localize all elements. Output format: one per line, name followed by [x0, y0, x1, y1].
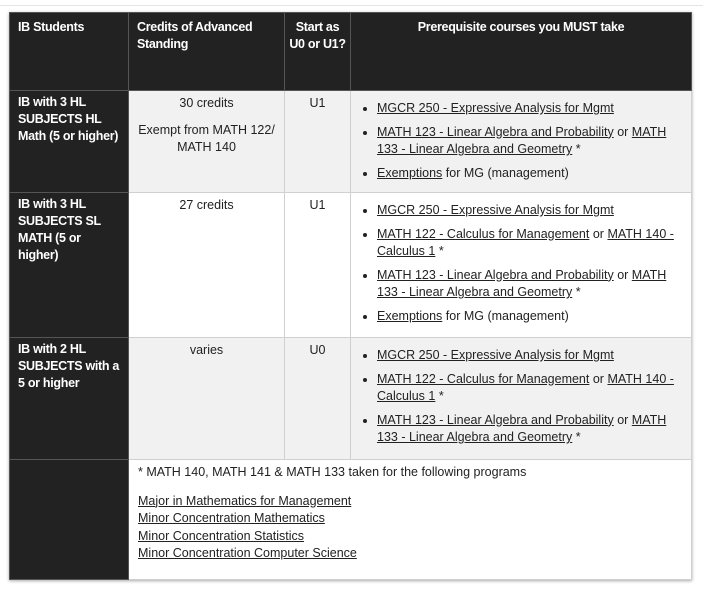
- row-label: IB with 3 HL SUBJECTS SL MATH (5 or higher): [10, 193, 129, 338]
- credits-note: Exempt from MATH 122/ MATH 140: [138, 123, 275, 154]
- program-link[interactable]: Minor Concentration Mathematics: [138, 511, 325, 525]
- credits-value: 30 credits: [179, 96, 234, 110]
- or-text: or: [592, 226, 604, 241]
- course-link-alt[interactable]: MATH 133 - Linear Algebra and Geometry: [377, 412, 667, 444]
- or-text: or: [592, 371, 604, 386]
- prerequisites-cell: [351, 338, 692, 460]
- footnote-star: *: [438, 244, 444, 258]
- prerequisites-cell: [351, 193, 692, 338]
- list-item: [377, 226, 683, 261]
- row-label: IB with 3 HL SUBJECTS HL Math (5 or higher): [10, 91, 129, 193]
- program-link[interactable]: Minor Concentration Computer Science: [138, 546, 357, 560]
- course-link[interactable]: MATH 123 - Linear Algebra and Probability: [377, 267, 614, 282]
- header-credits: Credits of Advanced Standing: [129, 13, 285, 91]
- or-text: or: [617, 412, 629, 427]
- header-start: Start as U0 or U1?: [285, 13, 351, 91]
- course-link[interactable]: MATH 122 - Calculus for Management: [377, 226, 590, 241]
- course-link[interactable]: MATH 123 - Linear Algebra and Probability: [377, 412, 614, 427]
- table-row: [10, 338, 692, 460]
- prerequisite-list: [357, 347, 683, 447]
- header-prerequisites: Prerequisite courses you MUST take: [351, 13, 692, 91]
- prerequisites-cell: [351, 91, 692, 193]
- course-link-alt[interactable]: MATH 133 - Linear Algebra and Geometry: [377, 267, 667, 299]
- list-item: [377, 202, 683, 220]
- course-link-alt[interactable]: MATH 140 - Calculus 1: [377, 371, 674, 403]
- program-link[interactable]: Major in Mathematics for Management: [138, 493, 352, 508]
- list-item: [377, 308, 683, 326]
- credits-cell: [129, 193, 285, 338]
- footer-notes-cell: [129, 460, 692, 580]
- table-header-row: [10, 13, 692, 91]
- list-item: [377, 124, 683, 159]
- program-link[interactable]: Minor Concentration Statistics: [138, 528, 305, 543]
- start-level: U1: [285, 193, 351, 338]
- page-top-divider: [0, 0, 703, 6]
- list-item: [377, 347, 683, 365]
- credits-value: varies: [189, 343, 224, 357]
- course-link[interactable]: MGCR 250 - Expressive Analysis for Mgmt: [377, 348, 614, 362]
- course-link[interactable]: MGCR 250 - Expressive Analysis for Mgmt: [377, 101, 614, 115]
- exemptions-link[interactable]: Exemptions: [377, 308, 443, 323]
- exemptions-suffix: for MG (management): [445, 165, 569, 180]
- row-label: IB with 2 HL SUBJECTS with a 5 or higher: [10, 338, 129, 460]
- list-item: [377, 412, 683, 447]
- footer-label-blank: [10, 460, 129, 580]
- table-row: [10, 193, 692, 338]
- credits-cell: [129, 338, 285, 460]
- footnote-text: * MATH 140, MATH 141 & MATH 133 taken for the following programs: [138, 465, 527, 479]
- list-item: [377, 267, 683, 302]
- exemptions-suffix: for MG (management): [445, 308, 569, 323]
- course-link[interactable]: MATH 122 - Calculus for Management: [377, 371, 590, 386]
- course-link-alt[interactable]: MATH 140 - Calculus 1: [377, 226, 674, 258]
- footnote-star: *: [575, 285, 581, 299]
- or-text: or: [617, 124, 629, 139]
- exemptions-link[interactable]: Exemptions: [377, 165, 443, 180]
- ib-credits-table: [9, 12, 692, 580]
- list-item: [377, 165, 683, 183]
- course-link-alt[interactable]: MATH 133 - Linear Algebra and Geometry: [377, 124, 667, 156]
- list-item: [377, 371, 683, 406]
- or-text: or: [617, 267, 629, 282]
- start-level: U0: [285, 338, 351, 460]
- course-link[interactable]: MGCR 250 - Expressive Analysis for Mgmt: [377, 203, 614, 217]
- table-footer-row: [10, 460, 692, 580]
- credits-value: 27 credits: [179, 198, 234, 212]
- footnote-star: *: [575, 142, 581, 156]
- footnote-star: *: [575, 430, 581, 444]
- list-item: [377, 100, 683, 118]
- course-link[interactable]: MATH 123 - Linear Algebra and Probability: [377, 124, 614, 139]
- header-ib-students: IB Students: [10, 13, 129, 91]
- prerequisite-list: [357, 100, 683, 182]
- footnote-star: *: [438, 389, 444, 403]
- table-row: [10, 91, 692, 193]
- start-level: U1: [285, 91, 351, 193]
- credits-cell: [129, 91, 285, 193]
- prerequisite-list: [357, 202, 683, 325]
